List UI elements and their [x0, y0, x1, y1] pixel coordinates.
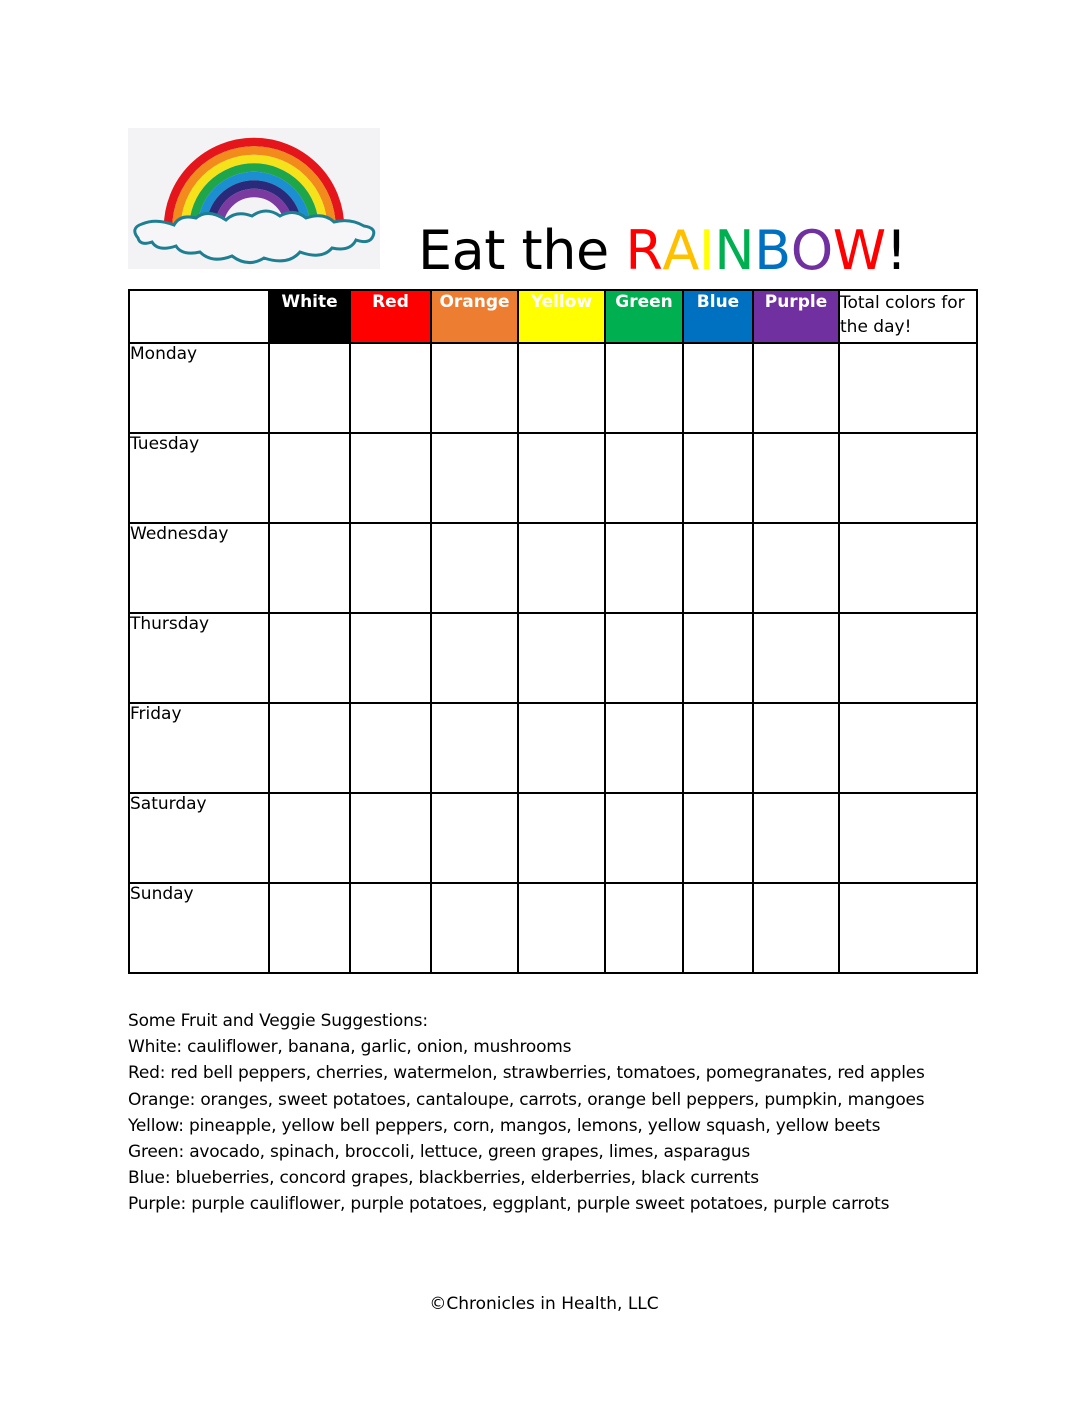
table-row [129, 523, 977, 613]
color-checkbox-cell[interactable] [605, 343, 683, 433]
color-checkbox-cell[interactable] [431, 793, 518, 883]
color-checkbox-cell[interactable] [431, 883, 518, 973]
column-header-yellow: Yellow [518, 290, 605, 343]
day-label: Wednesday [129, 523, 269, 613]
color-checkbox-cell[interactable] [431, 703, 518, 793]
color-checkbox-cell[interactable] [605, 433, 683, 523]
suggestion-line: Purple: purple cauliflower, purple potatoes, eggplant, purple sweet potatoes, purple carrots [128, 1194, 890, 1215]
color-checkbox-cell[interactable] [269, 703, 350, 793]
title-letter: W [832, 219, 886, 282]
suggestion-line: Red: red bell peppers, cherries, watermelon, strawberries, tomatoes, pomegranates, red apples [128, 1063, 925, 1084]
color-checkbox-cell[interactable] [605, 613, 683, 703]
color-checkbox-cell[interactable] [431, 343, 518, 433]
color-checkbox-cell[interactable] [683, 613, 753, 703]
title-letter: B [754, 219, 791, 282]
color-checkbox-cell[interactable] [269, 883, 350, 973]
color-checkbox-cell[interactable] [350, 793, 431, 883]
color-checkbox-cell[interactable] [518, 793, 605, 883]
day-label: Saturday [129, 793, 269, 883]
color-checkbox-cell[interactable] [518, 433, 605, 523]
color-checkbox-cell[interactable] [605, 703, 683, 793]
suggestion-line: Yellow: pineapple, yellow bell peppers, corn, mangos, lemons, yellow squash, yellow beets [128, 1115, 881, 1136]
color-checkbox-cell[interactable] [350, 433, 431, 523]
color-checkbox-cell[interactable] [753, 613, 839, 703]
color-checkbox-cell[interactable] [683, 703, 753, 793]
color-checkbox-cell[interactable] [350, 703, 431, 793]
suggestions-section [128, 1008, 925, 1218]
chart-header-row [129, 290, 977, 343]
column-header-green: Green [605, 290, 683, 343]
column-header-white: White [269, 290, 350, 343]
title-letter: I [698, 219, 715, 282]
table-row [129, 613, 977, 703]
color-checkbox-cell[interactable] [753, 703, 839, 793]
color-checkbox-cell[interactable] [753, 343, 839, 433]
color-checkbox-cell[interactable] [753, 793, 839, 883]
rainbow-tracking-chart [128, 289, 978, 974]
color-checkbox-cell[interactable] [683, 343, 753, 433]
day-label: Friday [129, 703, 269, 793]
color-checkbox-cell[interactable] [269, 523, 350, 613]
color-checkbox-cell[interactable] [683, 883, 753, 973]
total-cell[interactable] [839, 433, 977, 523]
total-cell[interactable] [839, 343, 977, 433]
color-checkbox-cell[interactable] [269, 433, 350, 523]
color-checkbox-cell[interactable] [605, 523, 683, 613]
column-header-blue: Blue [683, 290, 753, 343]
color-checkbox-cell[interactable] [605, 883, 683, 973]
table-row [129, 793, 977, 883]
table-row [129, 343, 977, 433]
color-checkbox-cell[interactable] [269, 793, 350, 883]
total-cell[interactable] [839, 613, 977, 703]
table-row [129, 883, 977, 973]
column-header-orange: Orange [431, 290, 518, 343]
day-label: Thursday [129, 613, 269, 703]
color-checkbox-cell[interactable] [350, 343, 431, 433]
color-checkbox-cell[interactable] [683, 523, 753, 613]
color-checkbox-cell[interactable] [518, 523, 605, 613]
color-checkbox-cell[interactable] [350, 613, 431, 703]
suggestions-heading: Some Fruit and Veggie Suggestions: [128, 1011, 428, 1031]
total-cell[interactable] [839, 703, 977, 793]
color-checkbox-cell[interactable] [518, 703, 605, 793]
suggestion-line: White: cauliflower, banana, garlic, onion, mushrooms [128, 1037, 572, 1058]
color-checkbox-cell[interactable] [350, 883, 431, 973]
color-checkbox-cell[interactable] [518, 343, 605, 433]
color-checkbox-cell[interactable] [269, 613, 350, 703]
color-checkbox-cell[interactable] [431, 433, 518, 523]
title-letter: O [790, 219, 833, 282]
day-label: Tuesday [129, 433, 269, 523]
suggestion-line: Orange: oranges, sweet potatoes, cantaloupe, carrots, orange bell peppers, pumpkin, mangoes [128, 1089, 925, 1110]
title-letter: N [714, 219, 755, 282]
color-checkbox-cell[interactable] [518, 613, 605, 703]
color-checkbox-cell[interactable] [605, 793, 683, 883]
copyright-footer: ©Chronicles in Health, LLC [429, 1294, 659, 1314]
color-checkbox-cell[interactable] [269, 343, 350, 433]
color-checkbox-cell[interactable] [350, 523, 431, 613]
page-title [418, 216, 907, 286]
color-checkbox-cell[interactable] [753, 433, 839, 523]
corner-cell [129, 290, 269, 343]
title-prefix: Eat the [418, 219, 626, 282]
column-header-purple: Purple [753, 290, 839, 343]
title-rainbow-word [625, 216, 885, 286]
color-checkbox-cell[interactable] [431, 523, 518, 613]
title-letter: R [625, 219, 663, 282]
table-row [129, 433, 977, 523]
color-checkbox-cell[interactable] [683, 433, 753, 523]
column-header-total: Total colors for the day! [839, 290, 977, 343]
color-checkbox-cell[interactable] [683, 793, 753, 883]
color-checkbox-cell[interactable] [753, 523, 839, 613]
day-label: Sunday [129, 883, 269, 973]
title-suffix: ! [885, 219, 907, 282]
suggestions-list [128, 1034, 925, 1217]
table-row [129, 703, 977, 793]
title-letter: A [662, 219, 699, 282]
color-checkbox-cell[interactable] [431, 613, 518, 703]
suggestion-line: Blue: blueberries, concord grapes, blackberries, elderberries, black currents [128, 1168, 759, 1189]
color-checkbox-cell[interactable] [518, 883, 605, 973]
column-header-red: Red [350, 290, 431, 343]
color-checkbox-cell[interactable] [753, 883, 839, 973]
total-cell[interactable] [839, 883, 977, 973]
suggestion-line: Green: avocado, spinach, broccoli, lettuce, green grapes, limes, asparagus [128, 1142, 751, 1163]
rainbow-logo [128, 128, 380, 269]
total-cell[interactable] [839, 793, 977, 883]
day-label: Monday [129, 343, 269, 433]
rainbow-icon [128, 128, 380, 269]
total-cell[interactable] [839, 523, 977, 613]
